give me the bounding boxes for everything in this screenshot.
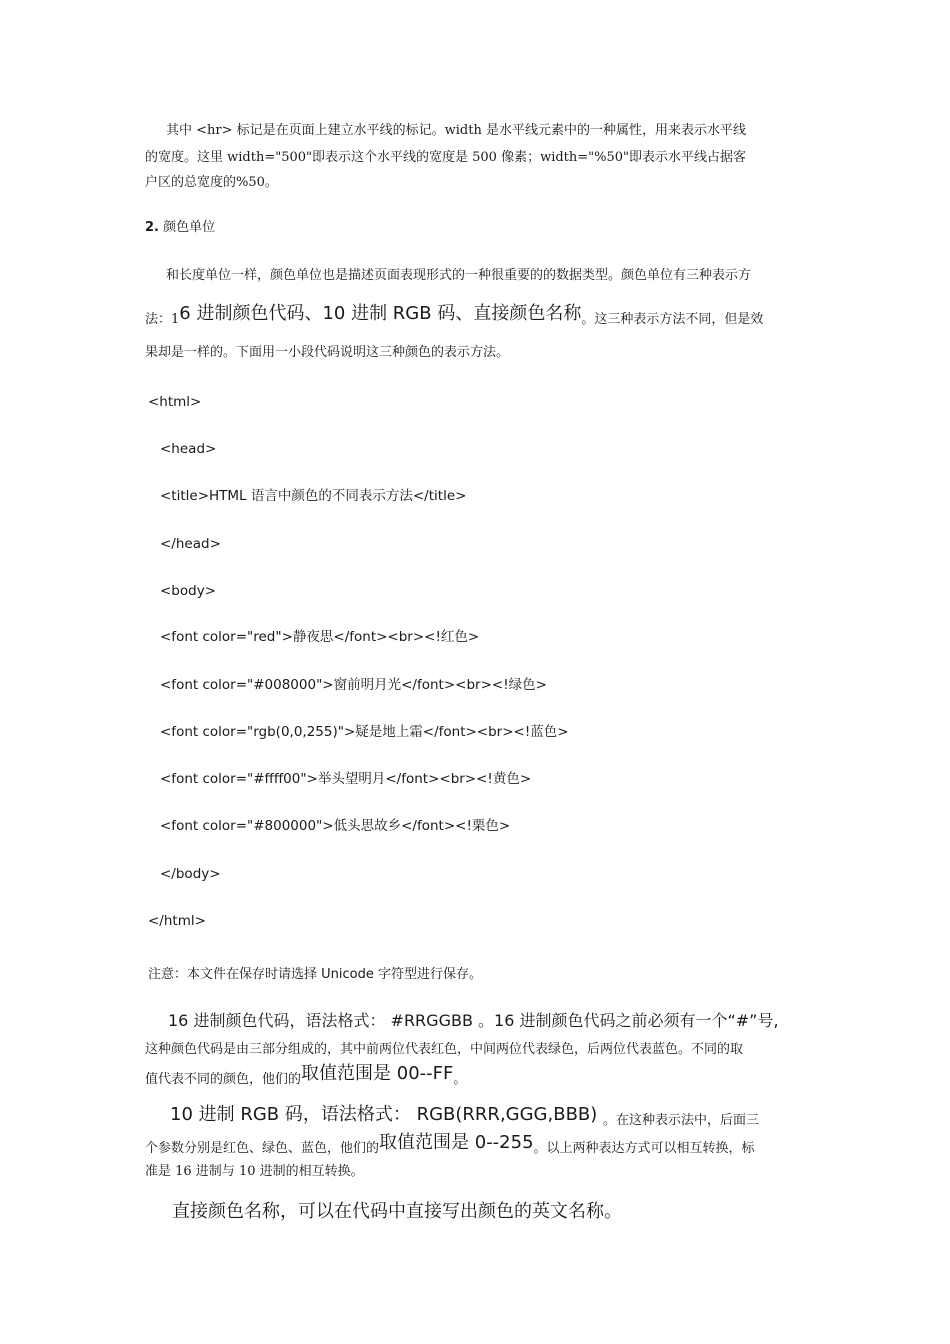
code-title-open: <title>HTML xyxy=(160,488,251,504)
code-tag: > xyxy=(535,677,547,693)
code-line-font-blue xyxy=(160,723,569,741)
note-text: 字符型进行保存。 xyxy=(373,967,482,982)
code-line-font-green xyxy=(160,676,547,694)
code-tag: > xyxy=(557,724,569,740)
code-line-html-close: </html> xyxy=(148,913,206,929)
code-text: 疑是地上霜 xyxy=(355,724,423,740)
hex-text: 值代表不同的颜色，他们的 xyxy=(145,1072,302,1087)
code-tag: > xyxy=(519,771,532,787)
rgb-range-highlight: 取值范围是 0--255 xyxy=(379,1132,534,1153)
code-line-head-open: <head> xyxy=(160,441,217,457)
rgb-text: 个参数分别是红色、绿色、蓝色，他们的 xyxy=(145,1141,380,1156)
code-tag: </font><br><! xyxy=(401,677,509,693)
code-tag: > xyxy=(498,818,511,834)
code-line-font-yellow xyxy=(160,770,531,788)
code-comment: 绿色 xyxy=(508,677,536,693)
rgb-text: 。在这种表示法中，后面三 xyxy=(603,1113,760,1128)
code-title-close: </title> xyxy=(412,488,467,504)
color-para-prefix: 法：1 xyxy=(145,312,180,327)
color-para-line-3: 果却是一样的。下面用一小段代码说明这三种颜色的表示方法。 xyxy=(145,345,510,360)
code-line-font-red xyxy=(160,628,479,646)
color-para-line-1: 和长度单位一样，颜色单位也是描述页面表现形式的一种很重要的的数据类型。颜色单位有三种表示方 xyxy=(166,268,752,283)
section-title: 颜色单位 xyxy=(163,220,216,235)
intro-line-1: 其中 <hr> 标记是在页面上建立水平线的标记。width 是水平线元素中的一种属性，用来表示水平线 xyxy=(166,123,746,138)
note-text: 注意：本文件在保存时请选择 xyxy=(148,967,322,982)
code-comment: 红色 xyxy=(440,629,468,645)
hex-line-1: 16 进制颜色代码，语法格式： #RRGGBB 。16 进制颜色代码之前必须有一个“#”号, xyxy=(168,1011,779,1030)
code-tag: </font><br><! xyxy=(422,724,531,740)
rgb-line-3: 准是 16 进制与 10 进制的相互转换。 xyxy=(145,1164,364,1179)
code-comment: 黄色 xyxy=(492,771,520,787)
code-line-body-close: </body> xyxy=(160,866,221,882)
section-number: 2. xyxy=(145,220,159,235)
rgb-line-1 xyxy=(170,1103,759,1133)
code-tag: <font color="red"> xyxy=(160,629,293,645)
rgb-text: 。以上两种表达方式可以相互转换，标 xyxy=(533,1141,755,1156)
code-line-html-open: <html> xyxy=(148,394,202,410)
code-text: 举头望明月 xyxy=(317,771,386,787)
code-text: 窗前明月光 xyxy=(333,677,402,693)
rgb-syntax-highlight: 10 进制 RGB 码，语法格式： RGB(RRR,GGG,BBB) xyxy=(170,1104,604,1125)
code-line-body-open: <body> xyxy=(160,583,217,599)
code-line-font-maroon xyxy=(160,817,510,835)
intro-line-3: 户区的总宽度的%50。 xyxy=(145,175,278,190)
code-comment: 蓝色 xyxy=(530,724,558,740)
color-para-suffix: 。这三种表示方法不同，但是效 xyxy=(581,312,764,327)
rgb-line-2 xyxy=(145,1131,755,1161)
code-tag: <font color="rgb(0,0,255)"> xyxy=(160,724,356,740)
section-heading xyxy=(145,219,215,237)
hex-text: 。 xyxy=(453,1072,467,1087)
hex-range-highlight: 取值范围是 00--FF xyxy=(301,1063,454,1084)
code-tag: </font><br><! xyxy=(385,771,493,787)
code-tag: > xyxy=(467,629,480,645)
code-title-text: 语言中颜色的不同表示方法 xyxy=(250,488,413,504)
code-tag: <font color="#008000"> xyxy=(160,677,334,693)
named-color-line: 直接颜色名称，可以在代码中直接写出颜色的英文名称。 xyxy=(172,1201,622,1222)
hex-line-2: 这种颜色代码是由三部分组成的，其中前两位代表红色，中间两位代表绿色，后两位代表蓝色。不同的取 xyxy=(145,1042,744,1057)
code-line-title xyxy=(160,487,466,505)
code-comment: 栗色 xyxy=(471,818,499,834)
code-tag: <font color="#800000"> xyxy=(160,818,334,834)
note-unicode: Unicode xyxy=(321,967,374,982)
intro-line-2: 的宽度。这里 width="500"即表示这个水平线的宽度是 500 像素；width="%50"即表示水平线占据客 xyxy=(145,150,747,165)
color-para-line-2 xyxy=(145,302,763,332)
save-note xyxy=(148,966,482,984)
code-text: 低头思故乡 xyxy=(333,818,402,834)
color-methods-highlight: 6 进制颜色代码、10 进制 RGB 码、直接颜色名称 xyxy=(179,303,582,324)
code-tag: <font color="#ffff00"> xyxy=(160,771,318,787)
code-tag: </font><br><! xyxy=(333,629,441,645)
hex-line-3 xyxy=(145,1062,466,1092)
code-line-head-close: </head> xyxy=(160,536,221,552)
code-text: 静夜思 xyxy=(292,629,334,645)
code-tag: </font><! xyxy=(401,818,472,834)
